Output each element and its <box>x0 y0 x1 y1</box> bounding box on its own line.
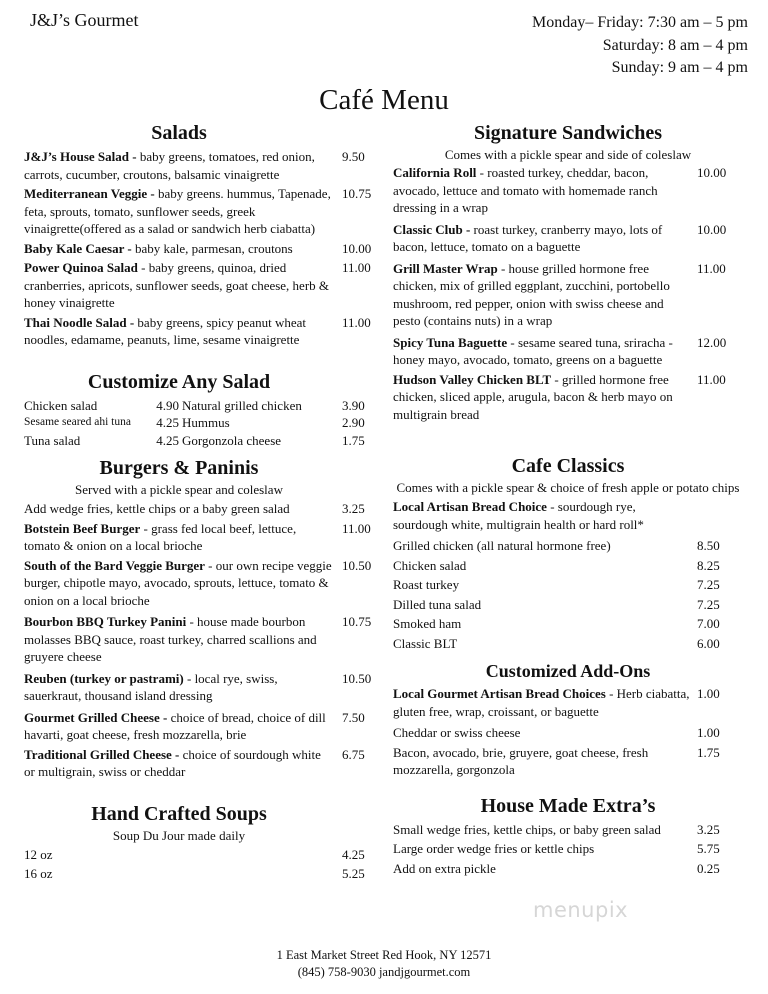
item-description: Add wedge fries, kettle chips or a baby green salad <box>24 501 290 516</box>
hours-sunday: Sunday: 9 am – 4 pm <box>611 59 748 76</box>
hours-saturday: Saturday: 8 am – 4 pm <box>602 36 748 54</box>
menu-item <box>24 314 376 349</box>
hours-weekday: Monday– Friday: 7:30 am – 5 pm <box>532 14 748 31</box>
item-name: Classic Club - <box>393 221 471 237</box>
item-description: - grass fed local beef, lettuce, tomato & onion on a local brioche <box>24 520 297 553</box>
item-price: 1.00 <box>697 686 720 701</box>
menu-item <box>393 615 745 633</box>
item-price: 11.00 <box>342 314 371 330</box>
item-price: 7.00 <box>697 616 720 631</box>
menu-item <box>393 334 745 369</box>
item-price: 12.00 <box>697 334 727 350</box>
item-price: 10.50 <box>342 670 372 686</box>
menu-item <box>393 744 745 779</box>
item-price: 0.25 <box>697 860 720 876</box>
menu-item <box>24 500 376 518</box>
item-name: Reuben (turkey or pastrami) <box>24 670 184 686</box>
menu-item <box>24 865 376 883</box>
item-description: Cheddar or swiss cheese <box>393 725 521 740</box>
menu-item <box>24 557 376 610</box>
menu-item <box>393 821 745 839</box>
item-text <box>393 821 691 839</box>
menu-item <box>393 576 745 594</box>
menu-item <box>24 670 376 705</box>
item-price: 10.75 <box>342 186 372 201</box>
item-text <box>393 635 691 653</box>
item-text <box>393 537 691 555</box>
item-price: 3.25 <box>697 821 720 837</box>
item-description: Grilled chicken (all natural hormone free) <box>393 538 611 553</box>
item-description: baby greens, spicy peanut wheat noodles, edamame, peanuts, lime, sesame vinaigrette <box>24 314 307 347</box>
menu-item <box>24 520 376 555</box>
item-description: - grilled hormone free chicken, sliced apple, arugula, bacon & herb mayo on multigrain bread <box>393 371 673 422</box>
item-text <box>393 371 691 424</box>
footer <box>0 947 768 981</box>
menu-item <box>393 685 745 720</box>
item-description: choice of bread, choice of dill havarti, goat cheese, fresh mozzarella, brie <box>24 709 326 742</box>
item-description: - Herb ciabatta, gluten free, wrap, croissant, or baguette <box>393 686 690 719</box>
item-name: Hudson Valley Chicken BLT <box>393 371 552 387</box>
addon-price: 4.25 <box>156 415 179 430</box>
item-name: Local Gourmet Artisan Bread Choices <box>393 686 606 701</box>
menu-item <box>393 596 745 614</box>
item-text <box>24 557 334 610</box>
addons-heading: Customized Add-Ons <box>485 661 651 681</box>
item-name: South of the Bard Veggie Burger <box>24 557 205 573</box>
item-name: Local Artisan Bread Choice <box>393 499 547 514</box>
menu-item <box>24 846 376 864</box>
item-price: 10.00 <box>342 240 372 256</box>
sandwiches-heading: Signature Sandwiches <box>473 122 662 144</box>
item-price: 11.00 <box>697 371 726 387</box>
menu-item <box>393 221 745 256</box>
item-text <box>393 164 691 217</box>
menu-item <box>393 537 745 555</box>
item-name: Baby Kale Caesar - <box>24 240 132 256</box>
sandwiches-subtitle: Comes with a pickle spear and side of coleslaw <box>444 147 692 162</box>
item-text <box>393 596 691 614</box>
brand-name: J&J’s Gourmet <box>30 10 139 30</box>
item-description: Roast turkey <box>393 577 460 592</box>
item-text <box>393 744 691 779</box>
item-name: Traditional Grilled Cheese - <box>24 746 180 762</box>
opening-hours <box>532 12 748 80</box>
item-name: Mediterranean Veggie - <box>24 186 155 201</box>
burgers-heading: Burgers & Paninis <box>99 457 259 479</box>
item-description: baby kale, parmesan, croutons <box>131 240 293 256</box>
item-text <box>393 557 691 575</box>
item-name: Grill Master Wrap <box>393 260 498 276</box>
menu-item <box>393 840 745 858</box>
burgers-list <box>24 500 376 783</box>
item-price: 5.25 <box>342 866 365 881</box>
addon-price: 3.90 <box>342 397 365 413</box>
item-text <box>24 314 334 349</box>
addons-list <box>393 685 745 781</box>
item-description: - our own recipe veggie burger, chipotle mayo, avocado, sprouts, lettuce, tomato & onion on a local brioche <box>24 557 332 608</box>
item-text <box>24 613 334 666</box>
item-name: Bourbon BBQ Turkey Panini <box>24 614 187 629</box>
item-price: 9.50 <box>342 149 365 164</box>
item-price: 11.00 <box>342 520 371 536</box>
item-description: choice of sourdough white or multigrain, swiss or cheddar <box>24 746 321 779</box>
menu-item <box>393 724 745 742</box>
soups-subtitle: Soup Du Jour made daily <box>112 827 246 843</box>
item-text <box>24 148 334 183</box>
menu-item <box>393 371 745 424</box>
addon-name: Sesame seared ahi tuna <box>24 416 131 428</box>
addon-name: Natural grilled chicken <box>182 397 302 413</box>
item-price: 1.00 <box>697 725 720 740</box>
item-description: - sourdough rye, sourdough white, multigrain health or hard roll* <box>393 499 644 532</box>
item-text <box>393 860 691 878</box>
item-text <box>24 746 334 781</box>
addon-name: Chicken salad <box>24 397 98 413</box>
customize-heading: Customize Any Salad <box>87 370 271 393</box>
item-name: J&J’s House Salad - <box>24 149 137 164</box>
item-name: California Roll <box>393 165 477 180</box>
classics-list <box>393 498 745 654</box>
customize-grid <box>24 397 376 450</box>
addon-name: Gorgonzola cheese <box>182 432 282 448</box>
item-description: Smoked ham <box>393 616 462 631</box>
item-price: 10.00 <box>697 221 727 237</box>
item-price: 7.25 <box>697 596 720 612</box>
menu-item <box>24 240 376 258</box>
item-name: Gourmet Grilled Cheese - <box>24 709 168 725</box>
item-description: Chicken salad <box>393 557 467 573</box>
item-description: Classic BLT <box>393 635 458 651</box>
item-description: baby greens, tomatoes, red onion, carrots, cucumber, croutons, balsamic vinaigrette <box>24 149 315 182</box>
item-text <box>24 259 334 312</box>
item-price: 3.25 <box>342 501 365 516</box>
item-text <box>24 865 334 883</box>
menu-item <box>24 148 376 183</box>
item-description: roast turkey, cranberry mayo, lots of bacon, lettuce, tomato on a baguette <box>393 221 663 254</box>
addon-name: Tuna salad <box>24 432 81 448</box>
item-price: 10.50 <box>342 557 372 573</box>
item-name: Botstein Beef Burger <box>24 520 141 536</box>
item-price: 8.25 <box>697 557 720 573</box>
item-text <box>393 724 691 742</box>
item-price: 4.25 <box>342 846 365 862</box>
item-text <box>24 709 334 744</box>
classics-heading: Cafe Classics <box>511 455 625 477</box>
item-text <box>393 221 691 256</box>
item-price: 10.00 <box>697 165 727 180</box>
item-description: Large order wedge fries or kettle chips <box>393 841 595 856</box>
addon-price: 2.90 <box>342 415 365 430</box>
item-text <box>24 846 334 864</box>
item-text <box>393 498 691 533</box>
burgers-subtitle: Served with a pickle spear and coleslaw <box>75 482 283 497</box>
classics-subtitle: Comes with a pickle spear & choice of fresh apple or potato chips <box>396 480 740 495</box>
item-text <box>24 240 334 258</box>
item-price: 11.00 <box>342 260 371 275</box>
item-description: - sesame seared tuna, sriracha - honey mayo, avocado, tomato, greens on a baguette <box>393 334 673 367</box>
addon-price: 4.25 <box>156 432 179 448</box>
menu-item <box>393 635 745 653</box>
item-price: 11.00 <box>697 260 726 276</box>
extras-heading: House Made Extra’s <box>480 794 656 817</box>
menu-item <box>24 613 376 666</box>
menu-item <box>393 260 745 330</box>
menu-item <box>24 709 376 744</box>
item-description: - roasted turkey, cheddar, bacon, avocado, lettuce and tomato with homemade ranch dressing in a wrap <box>393 165 658 215</box>
menu-item <box>393 557 745 575</box>
menu-item <box>24 259 376 312</box>
item-price: 7.25 <box>697 577 720 592</box>
item-name: Spicy Tuna Baguette <box>393 334 508 350</box>
item-price: 5.75 <box>697 841 720 856</box>
sandwiches-list <box>393 164 745 425</box>
item-text <box>24 500 334 518</box>
item-description: Bacon, avocado, brie, gruyere, goat cheese, fresh mozzarella, gorgonzola <box>393 744 649 777</box>
item-text <box>393 576 691 594</box>
menupix-watermark: menupix <box>533 898 629 922</box>
addon-price: 4.90 <box>156 397 179 413</box>
footer-contact: (845) 758-9030 jandjgourmet.com <box>297 965 471 979</box>
item-price: 6.00 <box>697 635 720 651</box>
item-price: 10.75 <box>342 614 372 629</box>
page-title: Café Menu <box>319 84 449 116</box>
item-description: Small wedge fries, kettle chips, or baby green salad <box>393 821 661 837</box>
salads-list <box>24 148 376 351</box>
item-description: 12 oz <box>24 846 53 862</box>
item-price: 1.75 <box>697 744 720 760</box>
addon-name: Hummus <box>182 415 230 430</box>
soups-heading: Hand Crafted Soups <box>91 802 267 825</box>
item-text <box>24 520 334 555</box>
menu-item <box>393 164 745 217</box>
item-name: Power Quinoa Salad <box>24 260 138 275</box>
item-description: Dilled tuna salad <box>393 596 482 612</box>
item-description: - local rye, swiss, sauerkraut, thousand island dressing <box>24 670 278 703</box>
item-text <box>393 334 691 369</box>
addon-price: 1.75 <box>342 432 365 448</box>
right-column <box>393 120 745 879</box>
item-text <box>393 260 691 330</box>
menu-item <box>393 498 745 533</box>
extras-list <box>393 821 745 880</box>
item-text <box>24 670 334 705</box>
item-name: Thai Noodle Salad - <box>24 314 135 330</box>
item-description: - house grilled hormone free chicken, mix of grilled eggplant, zucchini, portobello mushroom, red pepper, onion with swiss cheese and pesto (contains nuts) in a wrap <box>393 260 670 328</box>
item-price: 8.50 <box>697 538 720 553</box>
item-text <box>24 185 334 238</box>
item-price: 7.50 <box>342 709 365 725</box>
item-description: Add on extra pickle <box>393 860 496 876</box>
footer-address: 1 East Market Street Red Hook, NY 12571 <box>276 948 492 962</box>
menu-item <box>24 185 376 238</box>
item-price: 6.75 <box>342 746 365 762</box>
item-text <box>393 615 691 633</box>
soups-list <box>24 846 376 885</box>
item-description: - baby greens, quinoa, dried cranberries, apricots, sunflower seeds, goat cheese, herb & honey vinaigrette <box>24 260 330 310</box>
menu-item <box>24 746 376 781</box>
item-text <box>393 840 691 858</box>
item-description: baby greens. hummus, Tapenade, feta, sprouts, tomato, sunflower seeds, greek vinaigrette(offered as a salad or sandwich herb ciabatta) <box>24 186 331 236</box>
item-description: - house made bourbon molasses BBQ sauce, roast turkey, charred scallions and gruyere cheese <box>24 614 317 664</box>
menu-item <box>393 860 745 878</box>
salads-heading: Salads <box>151 122 207 144</box>
item-text <box>393 685 691 720</box>
item-description: 16 oz <box>24 866 53 881</box>
left-column <box>24 120 376 885</box>
